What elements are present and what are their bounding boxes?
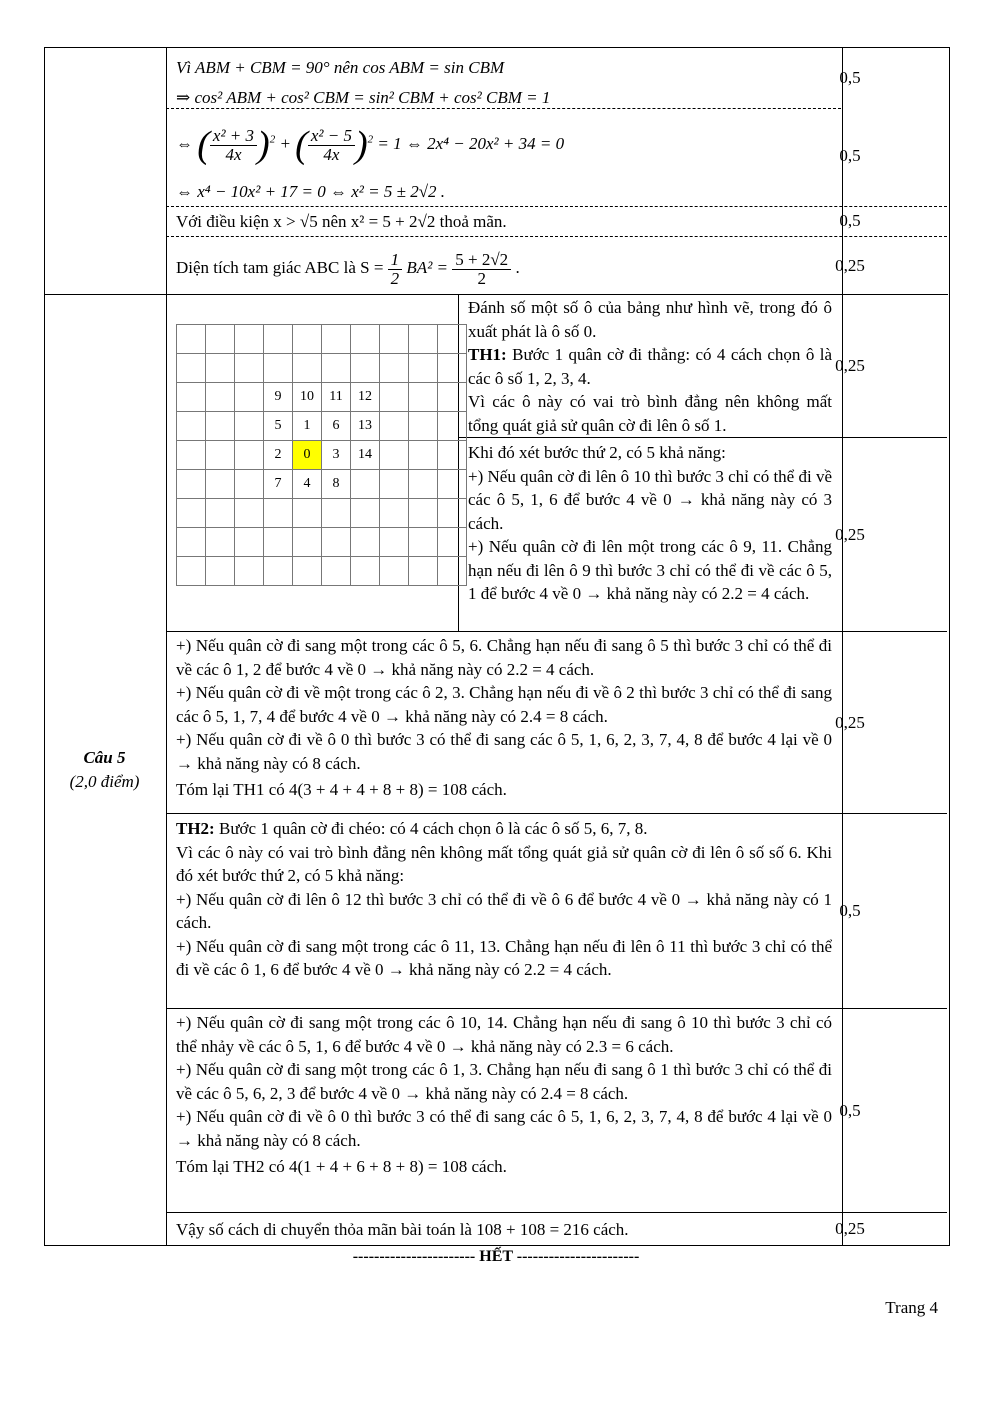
r4-mid: BA² = <box>406 258 449 277</box>
grid-cell <box>380 499 409 528</box>
b3-p3: +) Nếu quân cờ đi về ô 0 thì bước 3 có thể đi sang các ô 5, 1, 6, 2, 3, 7, 4, 8 để bước 4 lại về 0 → khả năng này có 8 cách. <box>176 730 832 773</box>
b5-p4: Tóm lại TH2 có 4(1 + 4 + 6 + 8 + 8) = 108 cách. <box>176 1157 507 1176</box>
grid-cell: 7 <box>264 470 293 499</box>
grid-cell <box>206 325 235 354</box>
b3-score: 0,25 <box>835 713 865 732</box>
grid-cell <box>206 557 235 586</box>
grid-cell <box>351 499 380 528</box>
grid-cell-start: 0 <box>293 441 322 470</box>
grid-cell <box>264 499 293 528</box>
grid-cell: 5 <box>264 412 293 441</box>
grid-cell <box>293 528 322 557</box>
b2-p3: +) Nếu quân cờ đi lên một trong các ô 9, 11. Chẳng hạn nếu đi lên ô 9 thì bước 3 chỉ có thể đi về các ô 5, 1 để bước 4 về 0 → khả năng này có 2.2 = 4 cách. <box>468 537 832 603</box>
b6-text: Vậy số cách di chuyển thỏa mãn bài toán là 108 + 108 = 216 cách. <box>176 1220 629 1239</box>
grid-cell <box>409 499 438 528</box>
grid-cell <box>409 412 438 441</box>
grid-cell <box>380 528 409 557</box>
grid-cell <box>409 557 438 586</box>
grid-cell <box>293 557 322 586</box>
grid-cell <box>380 470 409 499</box>
r1-line1: Vì ABM + CBM = 90° nên cos ABM = sin CBM <box>176 58 505 77</box>
grid-cell <box>177 441 206 470</box>
grid-cell: 8 <box>322 470 351 499</box>
grid-row <box>177 325 467 354</box>
grid-cell: 11 <box>322 383 351 412</box>
grid-cell <box>438 325 467 354</box>
grid-row <box>177 412 467 441</box>
grid-cell <box>235 354 264 383</box>
frac2-denominator: 4x <box>323 144 340 164</box>
grid-row <box>177 383 467 412</box>
b1-p2-text: Bước 1 quân cờ đi thẳng: có 4 cách chọn ô là các ô số 1, 2, 3, 4. <box>468 345 832 388</box>
row-separator <box>166 236 947 237</box>
grid-row <box>177 470 467 499</box>
grid-cell: 4 <box>293 470 322 499</box>
q5-block3 <box>176 634 832 802</box>
grid-cell <box>322 528 351 557</box>
b4-p1-text: Bước 1 quân cờ đi chéo: có 4 cách chọn ô là các ô số 5, 6, 7, 8. <box>214 819 648 838</box>
grid-cell <box>235 557 264 586</box>
grid-cell <box>264 557 293 586</box>
frac2-numerator: x² − 5 <box>308 127 355 146</box>
grid-cell <box>177 383 206 412</box>
q5-block4 <box>176 817 832 982</box>
grid-cell <box>380 383 409 412</box>
question-title: Câu 5 <box>83 748 126 767</box>
grid-cell: 6 <box>322 412 351 441</box>
b5-p3: +) Nếu quân cờ đi về ô 0 thì bước 3 có thể đi sang các ô 5, 1, 6, 2, 3, 7, 4, 8 để bước 4 lại về 0 → khả năng này có 8 cách. <box>176 1107 832 1150</box>
th1-label: TH1: <box>468 345 507 364</box>
end-marker: ----------------------- HẾT ----------------------- <box>352 1248 640 1265</box>
r2-score: 0,5 <box>839 146 861 165</box>
grid-cell <box>264 325 293 354</box>
grid-cell: 9 <box>264 383 293 412</box>
grid-cell <box>380 557 409 586</box>
grid-cell <box>380 354 409 383</box>
area-denominator: 2 <box>477 268 486 288</box>
grid-cell: 10 <box>293 383 322 412</box>
grid-cell <box>322 557 351 586</box>
grid-cell <box>235 499 264 528</box>
board-grid <box>176 324 467 586</box>
row-separator <box>166 813 947 814</box>
frac1-denominator: 4x <box>225 144 242 164</box>
grid-cell <box>438 470 467 499</box>
grid-cell <box>322 354 351 383</box>
grid-cell <box>235 441 264 470</box>
b4-score: 0,5 <box>839 901 861 920</box>
grid-cell <box>438 354 467 383</box>
r3-text: Với điều kiện x > √5 nên x² = 5 + 2√2 thoả mãn. <box>176 212 507 231</box>
grid-cell <box>177 470 206 499</box>
grid-cell <box>206 470 235 499</box>
row-separator <box>166 631 947 632</box>
row-separator <box>166 1212 947 1213</box>
r4-score: 0,25 <box>835 256 865 275</box>
row-separator <box>44 294 948 295</box>
grid-cell <box>177 557 206 586</box>
b5-p2: +) Nếu quân cờ đi sang một trong các ô 1, 3. Chẳng hạn nếu đi sang ô 1 thì bước 3 chỉ có thể đi về các ô 5, 6, 2, 3 để bước 4 về 0 → khả năng này có 2.4 = 8 cách. <box>176 1060 832 1103</box>
page-number: Trang 4 <box>885 1298 938 1317</box>
b1-score: 0,25 <box>835 356 865 375</box>
grid-cell <box>235 528 264 557</box>
grid-cell <box>380 325 409 354</box>
grid-cell <box>351 325 380 354</box>
b5-p1: +) Nếu quân cờ đi sang một trong các ô 10, 14. Chẳng hạn nếu đi sang ô 10 thì bước 3 chỉ có thể nhảy về các ô 5, 1, 6 để bước 4 về 0 → khả năng này có 2.3 = 6 cách. <box>176 1013 832 1056</box>
b2-p2: +) Nếu quân cờ đi lên ô 10 thì bước 3 chỉ có thể đi về các ô 5, 1, 6 để bước 4 về 0 → khả năng này có 3 cách. <box>468 466 832 533</box>
r4-line <box>176 244 520 292</box>
b4-p1 <box>176 817 832 841</box>
grid-cell: 12 <box>351 383 380 412</box>
r1-line2: ⇒ cos² ABM + cos² CBM = sin² CBM + cos² CBM = 1 <box>176 88 551 107</box>
grid-cell <box>293 499 322 528</box>
grid-cell <box>438 528 467 557</box>
b3-p2: +) Nếu quân cờ đi về một trong các ô 2, 3. Chẳng hạn nếu đi về ô 2 thì bước 3 chỉ có thể đi sang các ô 5, 1, 7, 4 để bước 4 về 0 → khả năng này có 2.4 = 8 cách. <box>176 683 832 726</box>
b3-p1: +) Nếu quân cờ đi sang một trong các ô 5, 6. Chẳng hạn nếu đi sang ô 5 thì bước 3 chỉ có thể đi về các ô 1, 2 để bước 4 về 0 → khả năng này có 2.2 = 4 cách. <box>176 636 832 679</box>
grid-cell <box>409 528 438 557</box>
b4-p3: +) Nếu quân cờ đi lên ô 12 thì bước 3 chỉ có thể đi về ô 6 để bước 4 về 0 → khả năng này có 1 cách. <box>176 889 832 932</box>
grid-cell <box>264 528 293 557</box>
q5-block1 <box>468 296 832 437</box>
b3-p4: Tóm lại TH1 có 4(3 + 4 + 4 + 8 + 8) = 108 cách. <box>176 780 507 799</box>
grid-cell <box>177 325 206 354</box>
grid-cell <box>438 499 467 528</box>
grid-cell <box>235 470 264 499</box>
r4-suffix: . <box>515 258 520 277</box>
grid-row <box>177 499 467 528</box>
grid-cell <box>380 412 409 441</box>
row-separator <box>166 1008 947 1009</box>
b6-score: 0,25 <box>835 1219 865 1238</box>
grid-cell <box>206 383 235 412</box>
grid-cell: 13 <box>351 412 380 441</box>
grid-cell <box>380 441 409 470</box>
b1-p1: Đánh số một số ô của bảng như hình vẽ, trong đó ô xuất phát là ô số 0. <box>468 298 832 341</box>
r4-prefix: Diện tích tam giác ABC là S = <box>176 258 384 277</box>
grid-cell <box>235 383 264 412</box>
grid-cell <box>293 325 322 354</box>
b4-p4: +) Nếu quân cờ đi sang một trong các ô 11, 13. Chẳng hạn nếu đi lên ô 11 thì bước 3 chỉ có thể đi về các ô 1, 6 để bước 4 về 0 → khả năng này có 2.2 = 4 cách. <box>176 936 832 979</box>
b2-p1: Khi đó xét bước thứ 2, có 5 khả năng: <box>468 443 726 462</box>
grid-row <box>177 354 467 383</box>
grid-cell <box>409 325 438 354</box>
grid-cell <box>351 557 380 586</box>
grid-cell <box>409 383 438 412</box>
grid-cell <box>409 441 438 470</box>
grid-cell <box>438 412 467 441</box>
q5-block5 <box>176 1011 832 1179</box>
grid-row <box>177 528 467 557</box>
grid-cell <box>409 470 438 499</box>
b1-p2 <box>468 343 832 390</box>
grid-cell <box>322 325 351 354</box>
half-fraction <box>388 251 403 288</box>
grid-cell <box>206 354 235 383</box>
grid-cell <box>206 412 235 441</box>
half-denominator: 2 <box>390 268 400 288</box>
grid-cell <box>206 499 235 528</box>
equiv-symbol: ⇔ <box>176 134 193 153</box>
grid-cell <box>177 354 206 383</box>
grid-cell <box>177 412 206 441</box>
grid-cell <box>438 557 467 586</box>
grid-cell <box>206 441 235 470</box>
frac1-numerator: x² + 3 <box>210 127 257 146</box>
question-column <box>45 48 167 1245</box>
r3-score: 0,5 <box>839 211 861 230</box>
q5-block2 <box>468 441 832 606</box>
grid-cell <box>351 528 380 557</box>
grid-cell <box>177 499 206 528</box>
th2-label: TH2: <box>176 819 215 838</box>
grid-row <box>177 441 467 470</box>
grid-cell <box>438 383 467 412</box>
grid-cell <box>438 441 467 470</box>
fraction-2 <box>308 127 355 164</box>
grid-cell <box>351 470 380 499</box>
area-numerator: 5 + 2√2 <box>452 251 511 270</box>
r2-line2: ⇔ x⁴ − 10x² + 17 = 0 ⇔ x² = 5 ± 2√2 . <box>176 182 446 201</box>
row-separator <box>458 437 947 438</box>
b2-score: 0,25 <box>835 525 865 544</box>
grid-cell <box>177 528 206 557</box>
grid-cell <box>293 354 322 383</box>
grid-cell: 1 <box>293 412 322 441</box>
grid-cell: 14 <box>351 441 380 470</box>
row-separator <box>166 206 947 207</box>
r1-score: 0,5 <box>839 68 861 87</box>
grid-row <box>177 557 467 586</box>
area-fraction <box>452 251 511 288</box>
grid-cell <box>235 325 264 354</box>
b5-score: 0,5 <box>839 1101 861 1120</box>
r2-equation-rest: = 1 ⇔ 2x⁴ − 20x² + 34 = 0 <box>377 134 565 153</box>
half-numerator: 1 <box>388 251 403 270</box>
grid-cell <box>264 354 293 383</box>
grid-cell <box>322 499 351 528</box>
grid-cell <box>351 354 380 383</box>
fraction-1 <box>210 127 257 164</box>
grid-cell <box>409 354 438 383</box>
b4-p2: Vì các ô này có vai trò bình đẳng nên không mất tổng quát giả sử quân cờ đi lên ô số số 6. Khi đó xét bước thứ 2, có 5 khả năng: <box>176 842 832 885</box>
grid-cell: 3 <box>322 441 351 470</box>
grid-cell <box>235 412 264 441</box>
grid-cell <box>206 528 235 557</box>
question-points: (2,0 điểm) <box>69 772 140 791</box>
b1-p3: Vì các ô này có vai trò bình đẳng nên không mất tổng quát giả sử quân cờ đi lên ô số 1. <box>468 392 832 435</box>
grid-cell: 2 <box>264 441 293 470</box>
r2-line1: ⇔ ( $\frac{\text{x² + 3}}{4x}$ )$^2$ + ( $\frac{\text{x² − 5}}{4x}$ )$^2$ = 1 ⇔ 2x⁴ − 20x² + 34 = 0 <box>176 124 565 167</box>
